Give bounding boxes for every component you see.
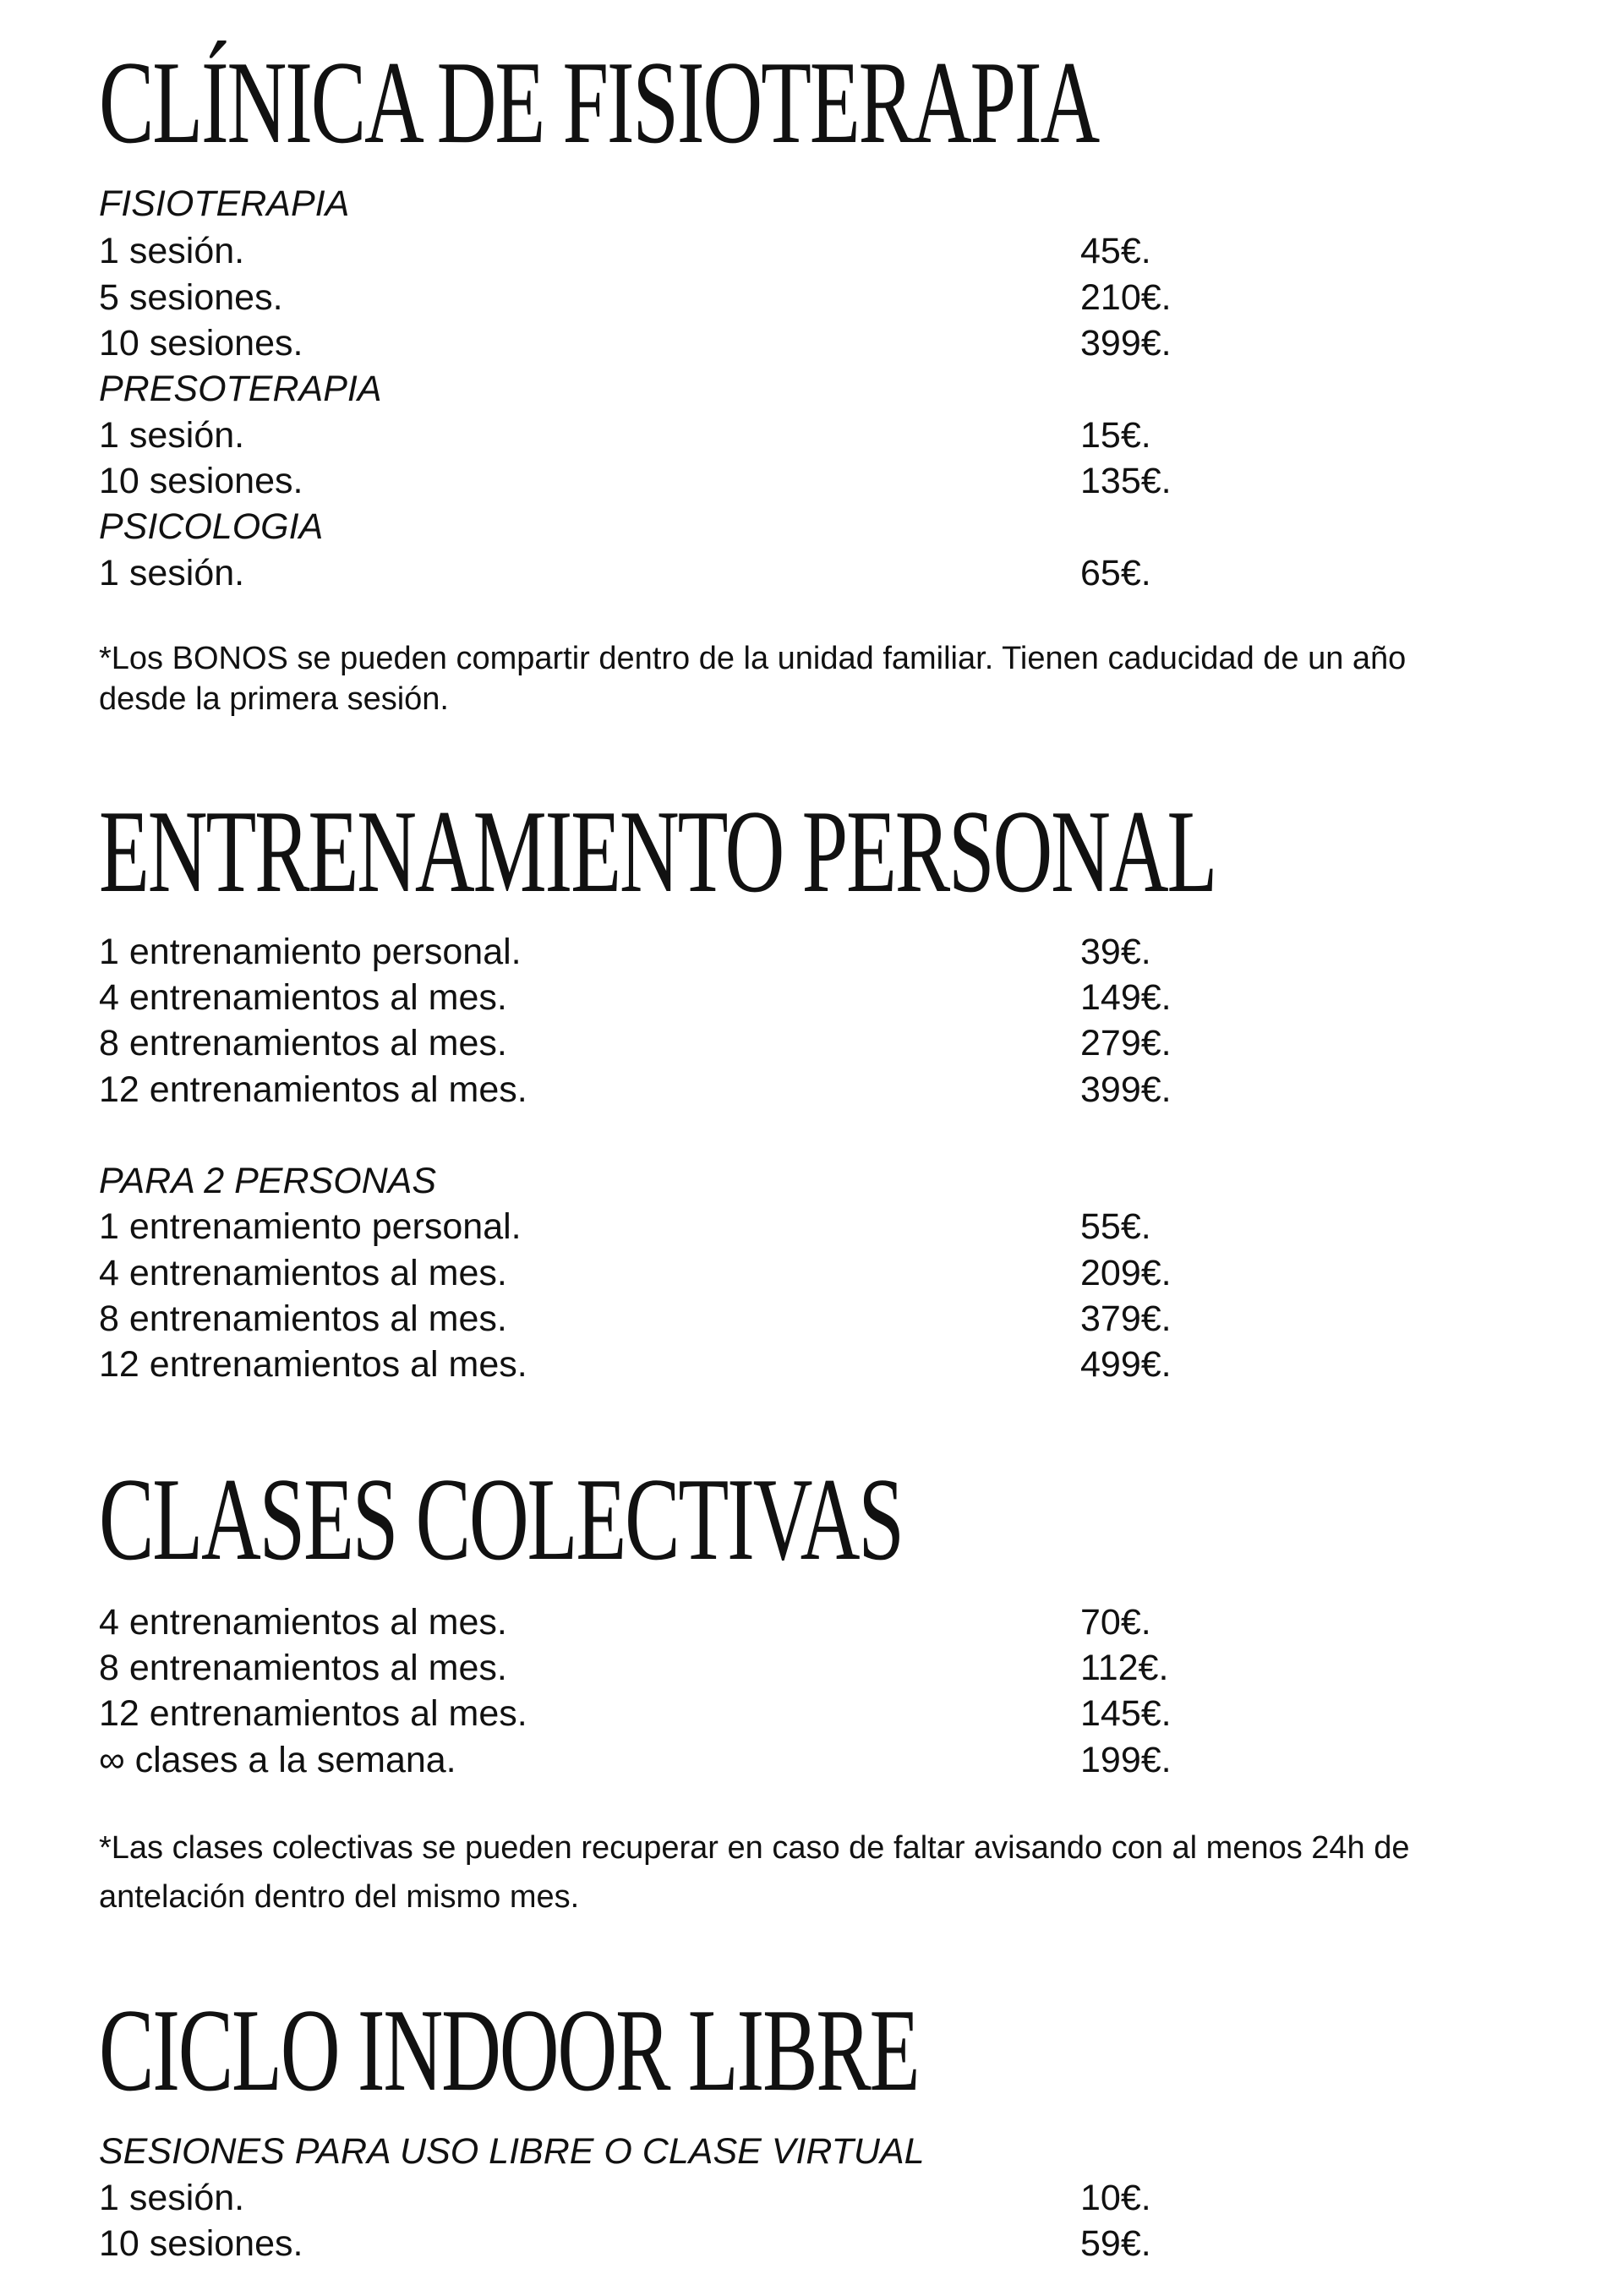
- item-label: 1 sesión.: [99, 231, 245, 271]
- item-price: 39€.: [1080, 932, 1151, 972]
- item-price: 149€.: [1080, 977, 1172, 1018]
- section-title-clases-colectivas: CLASES COLECTIVAS: [99, 1454, 903, 1585]
- item-label: ∞ clases a la semana.: [99, 1740, 456, 1780]
- item-price: 135€.: [1080, 461, 1172, 501]
- item-label: 1 sesión.: [99, 2178, 245, 2218]
- item-label: 5 sesiones.: [99, 277, 283, 318]
- footnote-line: antelación dentro del mismo mes.: [99, 1879, 580, 1915]
- footnote-line: *Las clases colectivas se pueden recuperar en caso de faltar avisando con al menos 24h de: [99, 1830, 1410, 1866]
- item-label: 8 entrenamientos al mes.: [99, 1298, 507, 1339]
- item-price: 59€.: [1080, 2223, 1151, 2264]
- item-label: 1 entrenamiento personal.: [99, 1206, 522, 1247]
- footnote-line: *Los BONOS se pueden compartir dentro de la unidad familiar. Tienen caducidad de un año: [99, 641, 1407, 676]
- item-price: 45€.: [1080, 231, 1151, 271]
- item-price: 65€.: [1080, 553, 1151, 593]
- item-price: 379€.: [1080, 1298, 1172, 1339]
- group-subtitle-uso-libre: SESIONES PARA USO LIBRE O CLASE VIRTUAL: [99, 2131, 925, 2172]
- section-title-clinica: CLÍNICA DE FISIOTERAPIA: [99, 37, 1099, 168]
- item-label: 10 sesiones.: [99, 2223, 303, 2264]
- item-label: 1 sesión.: [99, 553, 245, 593]
- item-price: 112€.: [1080, 1648, 1169, 1688]
- item-label: 12 entrenamientos al mes.: [99, 1344, 527, 1385]
- group-subtitle-psicologia: PSICOLOGIA: [99, 506, 324, 547]
- item-label: 12 entrenamientos al mes.: [99, 1069, 527, 1110]
- item-price: 15€.: [1080, 415, 1151, 456]
- item-price: 70€.: [1080, 1602, 1151, 1643]
- item-price: 55€.: [1080, 1206, 1151, 1247]
- item-label: 12 entrenamientos al mes.: [99, 1693, 527, 1734]
- item-price: 145€.: [1080, 1693, 1172, 1734]
- item-price: 209€.: [1080, 1253, 1172, 1293]
- item-label: 10 sesiones.: [99, 461, 303, 501]
- item-price: 10€.: [1080, 2178, 1151, 2218]
- item-price: 199€.: [1080, 1740, 1172, 1780]
- group-subtitle-presoterapia: PRESOTERAPIA: [99, 369, 382, 409]
- item-label: 8 entrenamientos al mes.: [99, 1023, 507, 1063]
- section-title-entrenamiento: ENTRENAMIENTO PERSONAL: [99, 786, 1216, 917]
- item-label: 4 entrenamientos al mes.: [99, 977, 507, 1018]
- group-subtitle-fisioterapia: FISIOTERAPIA: [99, 183, 350, 224]
- item-label: 8 entrenamientos al mes.: [99, 1648, 507, 1688]
- footnote-line: desde la primera sesión.: [99, 681, 449, 717]
- item-price: 399€.: [1080, 323, 1172, 364]
- item-price: 399€.: [1080, 1069, 1172, 1110]
- item-price: 499€.: [1080, 1344, 1172, 1385]
- group-subtitle-para-2-personas: PARA 2 PERSONAS: [99, 1161, 437, 1201]
- item-label: 1 entrenamiento personal.: [99, 932, 522, 972]
- item-price: 279€.: [1080, 1023, 1172, 1063]
- section-title-ciclo-indoor: CICLO INDOOR LIBRE: [99, 1985, 919, 2116]
- item-label: 10 sesiones.: [99, 323, 303, 364]
- item-label: 1 sesión.: [99, 415, 245, 456]
- item-label: 4 entrenamientos al mes.: [99, 1602, 507, 1643]
- item-price: 210€.: [1080, 277, 1172, 318]
- item-label: 4 entrenamientos al mes.: [99, 1253, 507, 1293]
